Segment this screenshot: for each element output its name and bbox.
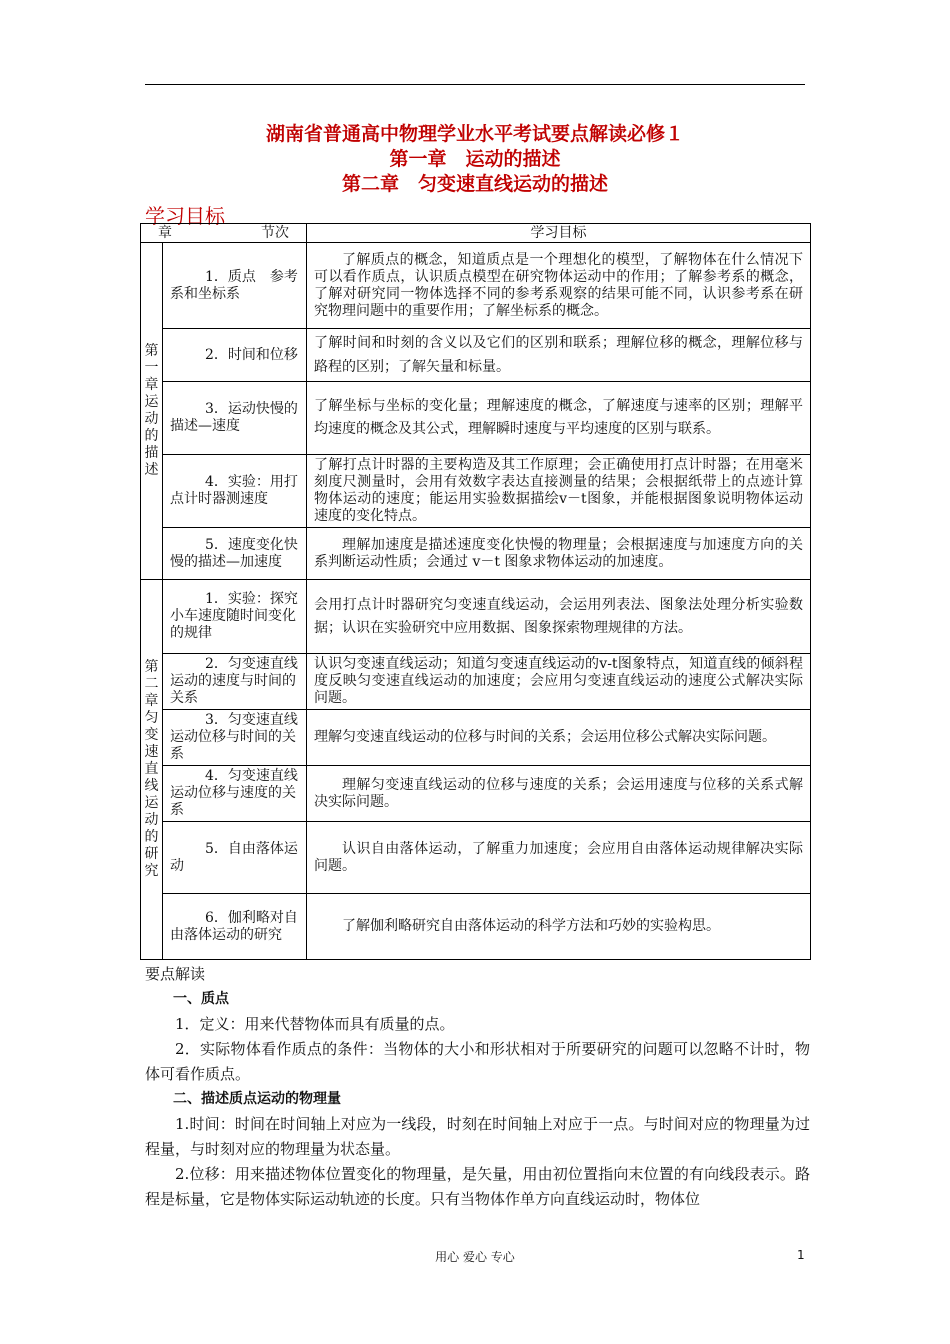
section-cell: 2．匀变速直线运动的速度与时间的关系 bbox=[163, 654, 307, 710]
objective-cell: 理解匀变速直线运动的位移与时间的关系；会运用位移公式解决实际问题。 bbox=[307, 710, 811, 766]
table-row bbox=[141, 382, 811, 455]
objective-cell: 了解打点计时器的主要构造及其工作原理；会正确使用打点计时器；在用毫米刻度尺测量时，会用有效数字表达直接测量的结果；会根据纸带上的点迹计算物体运动的速度；能运用实验数据描绘v－t图象，并能根据图象说明物体运动速度的变化特点。 bbox=[307, 455, 811, 528]
header-section: 节次 bbox=[260, 224, 289, 241]
objective-cell: 认识自由落体运动，了解重力加速度；会应用自由落体运动规律解决实际问题。 bbox=[307, 822, 811, 894]
paragraph: 1．定义：用来代替物体而具有质量的点。 bbox=[175, 1015, 455, 1033]
table-row bbox=[141, 766, 811, 822]
section-cell: 1．实验：探究小车速度随时间变化的规律 bbox=[163, 580, 307, 654]
objective-cell: 理解匀变速直线运动的位移与速度的关系；会运用速度与位移的关系式解决实际问题。 bbox=[307, 766, 811, 822]
table-row bbox=[141, 329, 811, 382]
objective-cell: 认识匀变速直线运动；知道匀变速直线运动的v-t图象特点，知道直线的倾斜程度反映匀变速直线运动的加速度；会应用匀变速直线运动的速度公式解决实际问题。 bbox=[307, 654, 811, 710]
section-cell: 3．匀变速直线运动位移与时间的关系 bbox=[163, 710, 307, 766]
chapter-two-cell: 第二章匀变速直线运动的研究 bbox=[141, 580, 163, 960]
header-rule bbox=[145, 84, 805, 85]
header-chapter-section bbox=[141, 224, 307, 243]
key-points-section bbox=[145, 962, 810, 1212]
section-cell: 4．匀变速直线运动位移与速度的关系 bbox=[163, 766, 307, 822]
heading-particle: 一、质点 bbox=[173, 991, 229, 1007]
section-cell: 3．运动快慢的描述—速度 bbox=[163, 382, 307, 455]
table-row bbox=[141, 243, 811, 329]
learning-goals-table bbox=[140, 223, 811, 960]
chapter-one-cell: 第一章运动的描述 bbox=[141, 243, 163, 580]
section-cell: 5．速度变化快慢的描述—加速度 bbox=[163, 528, 307, 580]
paragraph: 1.时间：时间在时间轴上对应为一线段，时刻在时间轴上对应于一点。与时间对应的物理量为过程量，与时刻对应的物理量为状态量。 bbox=[145, 1115, 810, 1158]
paragraph: 2．实际物体看作质点的条件：当物体的大小和形状相对于所要研究的问题可以忽略不计时，物体可看作质点。 bbox=[145, 1040, 810, 1083]
table-header-row bbox=[141, 224, 811, 243]
objective-cell: 会用打点计时器研究匀变速直线运动，会运用列表法、图象法处理分析实验数据；认识在实验研究中应用数据、图象探索物理规律的方法。 bbox=[307, 580, 811, 654]
paragraph: 2.位移：用来描述物体位置变化的物理量，是矢量，用由初位置指向末位置的有向线段表示。路程是标量，它是物体实际运动轨迹的长度。只有当物体作单方向直线运动时，物体位 bbox=[145, 1165, 810, 1208]
objective-cell: 理解加速度是描述速度变化快慢的物理量；会根据速度与加速度方向的关系判断运动性质；会通过 v－t 图象求物体运动的加速度。 bbox=[307, 528, 811, 580]
objective-cell: 了解伽利略研究自由落体运动的科学方法和巧妙的实验构思。 bbox=[307, 894, 811, 960]
header-chapter: 章 bbox=[158, 224, 173, 241]
section-cell: 2．时间和位移 bbox=[163, 329, 307, 382]
header-objective: 学习目标 bbox=[307, 224, 811, 243]
section-cell: 4．实验：用打点计时器测速度 bbox=[163, 455, 307, 528]
table-row bbox=[141, 654, 811, 710]
table-row bbox=[141, 822, 811, 894]
table-row bbox=[141, 580, 811, 654]
section-cell: 6．伽利略对自由落体运动的研究 bbox=[163, 894, 307, 960]
table-row bbox=[141, 528, 811, 580]
main-title: 湖南省普通高中物理学业水平考试要点解读必修１ bbox=[265, 123, 684, 145]
objective-cell: 了解质点的概念，知道质点是一个理想化的模型，了解物体在什么情况下可以看作质点，认识质点模型在研究物体运动中的作用；了解参考系的概念，了解对研究同一物体选择不同的参考系观察的结果可能不同，认识参考系在研究物理问题中的重要作用；了解坐标系的概念。 bbox=[307, 243, 811, 329]
objective-cell: 了解时间和时刻的含义以及它们的区别和联系；理解位移的概念，理解位移与路程的区别；了解矢量和标量。 bbox=[307, 329, 811, 382]
table-row bbox=[141, 455, 811, 528]
page-number: 1 bbox=[797, 1248, 805, 1262]
section-cell: 1．质点 参考系和坐标系 bbox=[163, 243, 307, 329]
document-titles bbox=[145, 122, 805, 197]
footer-motto: 用心 爱心 专心 bbox=[435, 1250, 515, 1264]
section-cell: 5．自由落体运动 bbox=[163, 822, 307, 894]
heading-quantities: 二、描述质点运动的物理量 bbox=[173, 1091, 341, 1107]
key-points-heading: 要点解读 bbox=[145, 965, 206, 983]
table-row bbox=[141, 710, 811, 766]
chapter-one-title: 第一章 运动的描述 bbox=[389, 148, 561, 170]
learning-goals-heading: 学习目标 bbox=[145, 204, 225, 228]
chapter-two-title: 第二章 匀变速直线运动的描述 bbox=[341, 173, 608, 195]
objective-cell: 了解坐标与坐标的变化量；理解速度的概念，了解速度与速率的区别；理解平均速度的概念及其公式，理解瞬时速度与平均速度的区别与联系。 bbox=[307, 382, 811, 455]
table-row bbox=[141, 894, 811, 960]
